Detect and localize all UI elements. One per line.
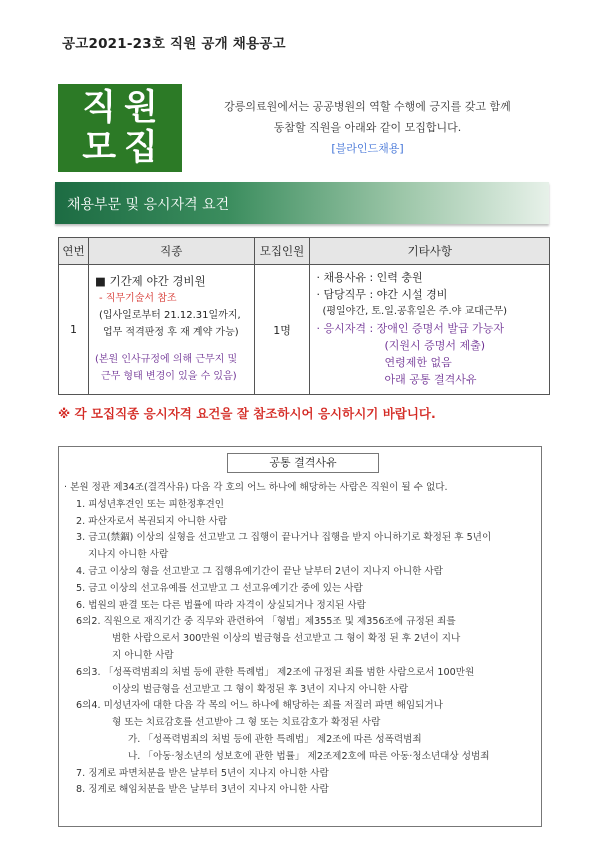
etc-line-1: · 채용사유 : 인력 충원 [316,271,423,284]
etc-line-7: 아래 공통 결격사유 [384,373,477,386]
col-header-etc: 기타사항 [310,238,550,265]
list-item: 형 또는 치료감호를 선고받아 그 형 또는 치료감호가 확정된 사람 [112,717,381,729]
row-number: 1 [59,265,89,395]
job-note-2: 업무 적격판정 후 재 계약 가능) [102,327,239,338]
hire-count: 1명 [254,265,310,395]
list-item: 6의3. 「성폭력범죄의 처벌 등에 관한 특례법」 제2조에 규정된 죄를 범한 사람으로서 100만원 [76,666,475,678]
recruitment-table [58,237,550,395]
list-item: 5. 금고 이상의 선고유예를 선고받고 그 선고유예기간 중에 있는 사람 [76,582,363,594]
job-cell [88,265,254,395]
notice-text: ※ 각 모집직종 응시자격 요건을 잘 참조하시어 응시하시기 바랍니다. [58,406,436,421]
etc-line-4: · 응시자격 : 장애인 증명서 발급 가능자 [316,322,505,335]
badge-line-1: 직원 [82,88,166,128]
etc-line-6: 연령제한 없음 [384,356,452,369]
list-item: 1. 피성년후견인 또는 피한정후견인 [76,498,225,510]
job-ref: - 직무기술서 참조 [98,293,177,304]
list-item: 7. 징계로 파면처분을 받은 날부터 5년이 지나지 아니한 사람 [76,767,329,779]
col-header-no: 연번 [59,238,89,265]
list-item: · 본원 정관 제34조(결격사유) 다음 각 호의 어느 하나에 해당하는 사람은 직원이 될 수 없다. [64,482,448,493]
job-note-3: (본원 인사규정에 의해 근무지 및 [94,354,238,365]
list-item: 가. 「성폭력범죄의 처벌 등에 관한 특례법」 제2조에 따른 성폭력범죄 [128,733,422,745]
job-title: ■ 기간제 야간 경비원 [94,274,206,288]
blind-hiring-label: [블라인드채용] [331,142,404,155]
disqualification-list [64,480,538,799]
list-item: 3. 금고(禁錮) 이상의 실형을 선고받고 그 집행이 끝나거나 집행을 받지 아니하기로 확정된 후 5년이 [76,532,492,544]
table-header-row [59,238,550,265]
list-item: 4. 금고 이상의 형을 선고받고 그 집행유예기간이 끝난 날부터 2년이 지나지 아니한 사람 [76,565,443,577]
table-row [59,265,550,395]
recruit-badge [58,84,182,172]
intro-line-2: 동참할 직원을 아래와 같이 모집합니다. [273,121,462,134]
list-item: 이상의 벌금형을 선고받고 그 형이 확정된 후 3년이 지나지 아니한 사람 [112,683,409,695]
list-item: 지나지 아니한 사람 [88,549,169,561]
section-header [55,182,549,224]
list-item: 6의4. 미성년자에 대한 다음 각 목의 어느 하나에 해당하는 죄를 저질러 파면 해임되거나 [76,700,443,712]
list-item: 6. 법원의 판결 또는 다른 법률에 따라 자격이 상실되거나 정지된 사람 [76,599,366,611]
list-item: 2. 파산자로서 복권되지 아니한 사람 [76,515,228,527]
list-item: 범한 사람으로서 300만원 이상의 벌금형을 선고받고 그 형이 확정 된 후 2년이 지나 [112,633,461,645]
etc-line-3: (평일야간, 토.일.공휴일은 주.야 교대근무) [322,306,508,317]
list-item: 6의2. 직원으로 재직기간 중 직무와 관련하여 「형법」제355조 및 제356조에 규정된 죄를 [76,616,456,628]
list-item: 8. 징계로 해임처분을 받은 날부터 3년이 지나지 아니한 사람 [76,784,329,796]
section-title: 채용부문 및 응시자격 요건 [67,197,230,213]
etc-cell [310,265,550,395]
col-header-count: 모집인원 [254,238,310,265]
etc-line-2: · 담당직무 : 야간 시설 경비 [316,288,448,301]
disqualification-heading: 공통 결격사유 [227,453,379,473]
job-note-4: 근무 형태 변경이 있을 수 있음) [100,371,237,382]
intro-line-1: 강릉의료원에서는 공공병원의 역할 수행에 긍지를 갖고 함께 [224,100,511,113]
list-item: 나. 「아동·청소년의 성보호에 관한 법률」 제2조제2호에 따른 아동·청소년대상 성범죄 [128,750,490,762]
etc-line-5: (지원시 증명서 제출) [384,339,486,352]
badge-line-2: 모집 [82,128,166,168]
col-header-job: 직종 [88,238,254,265]
list-item: 지 아니한 사람 [112,649,174,661]
job-note-1: (입사일로부터 21.12.31일까지, [98,310,241,321]
page-title: 공고2021-23호 직원 공개 채용공고 [62,36,286,52]
intro-text [190,96,545,159]
